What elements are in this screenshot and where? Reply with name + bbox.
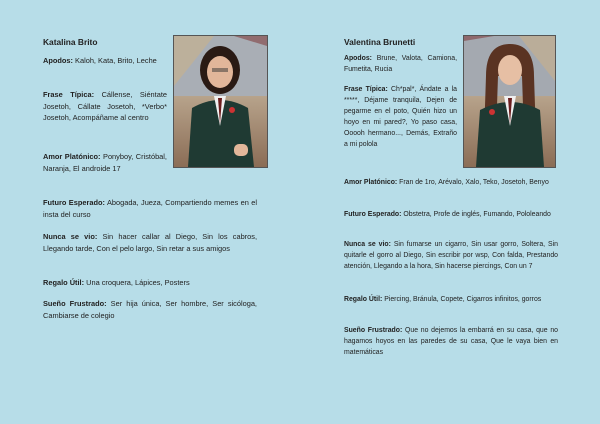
frustrated-dream-value: Que no dejemos la embarrá en su casa, que no hagamos hoyos en las paredes de su casa, Que le vaya bien en matemáticas: [344, 327, 558, 357]
platonic-love-label: Amor Platónico:: [344, 179, 398, 186]
frustrated-dream-field: [344, 325, 558, 358]
typical-phrase-value: Ch*pal*, Ándate a la *****, Déjame tranquila, Dejen de pegarme en el poto, Quién hizo un hoyo en mi pared?, Yo paso casa, Ooooh hermano..., Demás, Extraño a mi polola: [344, 86, 457, 149]
nicknames-field: [43, 55, 167, 67]
useful-gift-label: Regalo Útil:: [344, 296, 383, 303]
nicknames-value: Kaloh, Kata, Brito, Leche: [75, 56, 157, 65]
nicknames-field: [344, 53, 457, 75]
student-photo: [173, 35, 268, 168]
student-name: Valentina Brunetti: [344, 37, 416, 47]
never-seen-label: Nunca se vio:: [43, 232, 98, 241]
useful-gift-label: Regalo Útil:: [43, 278, 85, 287]
typical-phrase-field: [43, 89, 167, 124]
typical-phrase-label: Frase Típica:: [344, 86, 388, 93]
expected-future-label: Futuro Esperado:: [344, 211, 402, 218]
expected-future-field: [43, 197, 257, 220]
expected-future-label: Futuro Esperado:: [43, 198, 105, 207]
frustrated-dream-value: Ser hija única, Ser hombre, Ser sicóloga, Cambiarse de colegio: [43, 299, 257, 320]
frustrated-dream-label: Sueño Frustrado:: [43, 299, 107, 308]
never-seen-label: Nunca se vio:: [344, 241, 391, 248]
never-seen-value: Sin hacer callar al Diego, Sin los cabros, Llegando tarde, Con el pelo largo, Sin retar a sus amigos: [43, 232, 258, 253]
frustrated-dream-field: [43, 298, 257, 321]
platonic-love-field: [344, 177, 558, 188]
expected-future-value: Obstetra, Profe de inglés, Fumando, Pololeando: [403, 211, 551, 218]
typical-phrase-field: [344, 84, 457, 151]
student-photo: [463, 35, 556, 168]
platonic-love-label: Amor Platónico:: [43, 152, 101, 161]
nicknames-label: Apodos:: [43, 56, 73, 65]
typical-phrase-label: Frase Típica:: [43, 90, 95, 99]
platonic-love-value: Fran de 1ro, Arévalo, Xalo, Teko, Josetoh, Benyo: [399, 179, 549, 186]
useful-gift-value: Piercing, Bránula, Copete, Cigarros infinitos, gorros: [384, 296, 542, 303]
typical-phrase-value: Cállense, Siéntate Josetoh, Cállate Josetoh, *Verbo* Josetoh, Acompáñame al centro: [43, 90, 167, 123]
expected-future-value: Abogada, Jueza, Compartiendo memes en el insta del curso: [43, 198, 258, 219]
never-seen-field: [43, 231, 257, 254]
frustrated-dream-label: Sueño Frustrado:: [344, 327, 403, 334]
platonic-love-field: [43, 151, 167, 174]
platonic-love-value: Ponyboy, Cristóbal, Naranja, El androide 17: [43, 152, 167, 173]
never-seen-field: [344, 239, 558, 272]
useful-gift-field: [344, 294, 558, 305]
nicknames-value: Brune, Valota, Camiona, Fumetita, Rucia: [344, 55, 458, 74]
student-name: Katalina Brito: [43, 37, 98, 47]
useful-gift-field: [43, 277, 257, 289]
nicknames-label: Apodos:: [344, 55, 372, 62]
never-seen-value: Sin fumarse un cigarro, Sin usar gorro, Soltera, Sin quitarle el gorro al Diego, Sin escribir por wsp, Con falda, Prestando atención, Llegando a la hora, Sin hacerse piercings, Con un 7: [344, 241, 558, 271]
useful-gift-value: Una croquera, Lápices, Posters: [86, 278, 190, 287]
expected-future-field: [344, 209, 558, 220]
